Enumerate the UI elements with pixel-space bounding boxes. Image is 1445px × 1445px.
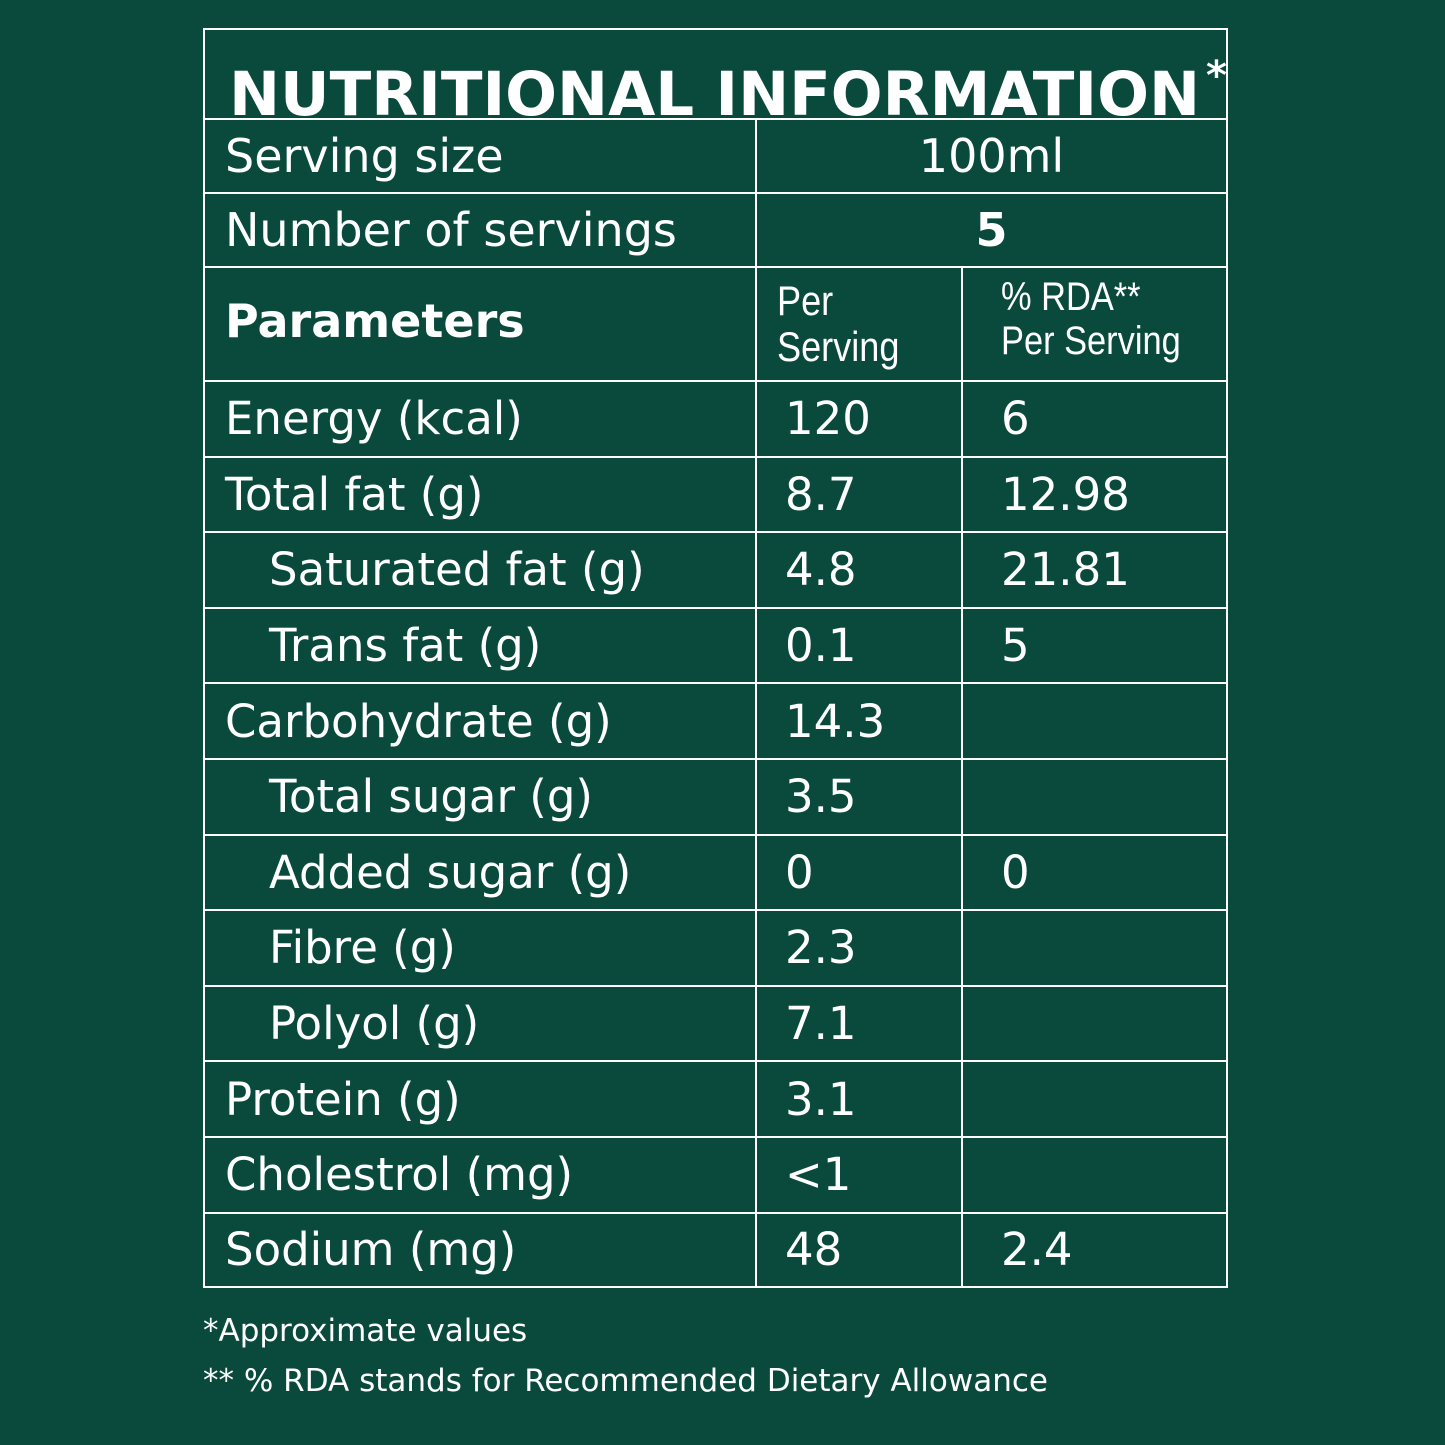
per-serving-header-line2: Serving: [777, 323, 900, 370]
rda-header-cell: [963, 268, 1226, 380]
number-of-servings-row: [205, 194, 1226, 268]
per-serving-value: 4.8: [785, 543, 857, 597]
per-serving-cell: [757, 836, 963, 910]
per-serving-value: 3.5: [785, 770, 857, 824]
rda-value: 0: [1001, 845, 1030, 899]
per-serving-header-cell: [757, 268, 963, 380]
row-label: Trans fat (g): [269, 619, 542, 673]
rda-header-line1: % RDA**: [1001, 275, 1141, 319]
row-label: Sodium (mg): [225, 1223, 517, 1277]
rda-value: 12.98: [1001, 467, 1130, 521]
title-asterisk: *: [1206, 53, 1227, 99]
rda-cell: [963, 1062, 1226, 1136]
footnote-approximate: *Approximate values: [203, 1313, 528, 1349]
rda-cell: [963, 533, 1226, 607]
rda-cell: [963, 760, 1226, 834]
row-label-cell: [205, 836, 757, 910]
per-serving-value: 0: [785, 845, 814, 899]
title-text: NUTRITIONAL INFORMATION: [229, 59, 1201, 130]
table-row-cholestrol: [205, 1138, 1226, 1214]
per-serving-value: 120: [785, 392, 871, 446]
row-label: Total sugar (g): [269, 770, 593, 824]
table-row-polyol: [205, 987, 1226, 1063]
table-row-protein: [205, 1062, 1226, 1138]
table-row-total-sugar: [205, 760, 1226, 836]
rda-cell: [963, 609, 1226, 683]
per-serving-value: 7.1: [785, 997, 857, 1051]
per-serving-cell: [757, 382, 963, 456]
row-label: Polyol (g): [269, 997, 480, 1051]
rda-header-line2: Per Serving: [1001, 319, 1181, 363]
rda-cell: [963, 684, 1226, 758]
rda-cell: [963, 458, 1226, 532]
per-serving-value: 14.3: [785, 694, 886, 748]
row-label: Protein (g): [225, 1072, 461, 1126]
servings-label-cell: [205, 194, 757, 266]
rda-cell: [963, 1138, 1226, 1212]
per-serving-cell: [757, 987, 963, 1061]
row-label-cell: [205, 760, 757, 834]
per-serving-value: 48: [785, 1223, 843, 1277]
row-label-cell: [205, 458, 757, 532]
rda-cell: [963, 911, 1226, 985]
row-label: Cholestrol (mg): [225, 1148, 574, 1202]
row-label: Added sugar (g): [269, 845, 632, 899]
rda-value: 2.4: [1001, 1223, 1073, 1277]
table-row-trans-fat: [205, 609, 1226, 685]
table-row-saturated-fat: [205, 533, 1226, 609]
serving-size-value-cell: [757, 120, 1226, 192]
table-row-energy: [205, 382, 1226, 458]
row-label: Fibre (g): [269, 921, 456, 975]
serving-size-row: [205, 120, 1226, 194]
row-label-cell: [205, 1138, 757, 1212]
rda-cell: [963, 987, 1226, 1061]
servings-label: Number of servings: [225, 203, 677, 257]
per-serving-cell: [757, 609, 963, 683]
rda-cell: [963, 382, 1226, 456]
row-label-cell: [205, 987, 757, 1061]
row-label: Energy (kcal): [225, 392, 523, 446]
per-serving-value: 0.1: [785, 619, 857, 673]
per-serving-header-line1: Per: [777, 277, 834, 324]
nutrition-table: [203, 28, 1228, 1288]
per-serving-cell: [757, 1062, 963, 1136]
row-label-cell: [205, 533, 757, 607]
per-serving-cell: [757, 760, 963, 834]
servings-value: 5: [975, 203, 1008, 257]
footnote-rda: ** % RDA stands for Recommended Dietary Allowance: [203, 1363, 1048, 1399]
per-serving-cell: [757, 458, 963, 532]
rda-value: 6: [1001, 392, 1030, 446]
servings-value-cell: [757, 194, 1226, 266]
rda-value: 21.81: [1001, 543, 1130, 597]
row-label-cell: [205, 609, 757, 683]
row-label: Carbohydrate (g): [225, 694, 612, 748]
rda-value: 5: [1001, 619, 1030, 673]
per-serving-cell: [757, 1138, 963, 1212]
row-label: Total fat (g): [225, 467, 484, 521]
row-label-cell: [205, 382, 757, 456]
rda-cell: [963, 836, 1226, 910]
table-title: [229, 38, 1227, 133]
table-row-added-sugar: [205, 836, 1226, 912]
per-serving-cell: [757, 911, 963, 985]
parameters-header-cell: [205, 268, 757, 380]
per-serving-cell: [757, 533, 963, 607]
serving-size-label-cell: [205, 120, 757, 192]
parameters-header: Parameters: [225, 294, 525, 348]
per-serving-cell: [757, 684, 963, 758]
header-row: [205, 268, 1226, 382]
per-serving-value: <1: [785, 1148, 852, 1202]
rda-cell: [963, 1214, 1226, 1286]
table-row-sodium: [205, 1214, 1226, 1286]
per-serving-value: 8.7: [785, 467, 857, 521]
per-serving-value: 3.1: [785, 1072, 857, 1126]
per-serving-cell: [757, 1214, 963, 1286]
table-row-carbohydrate: [205, 684, 1226, 760]
table-row-total-fat: [205, 458, 1226, 534]
row-label-cell: [205, 684, 757, 758]
serving-size-label: Serving size: [225, 129, 504, 183]
row-label-cell: [205, 911, 757, 985]
title-row: [205, 30, 1227, 130]
table-row-fibre: [205, 911, 1226, 987]
serving-size-value: 100ml: [918, 129, 1065, 183]
row-label: Saturated fat (g): [269, 543, 645, 597]
footnotes: [203, 1306, 1048, 1406]
per-serving-value: 2.3: [785, 921, 857, 975]
row-label-cell: [205, 1214, 757, 1286]
row-label-cell: [205, 1062, 757, 1136]
